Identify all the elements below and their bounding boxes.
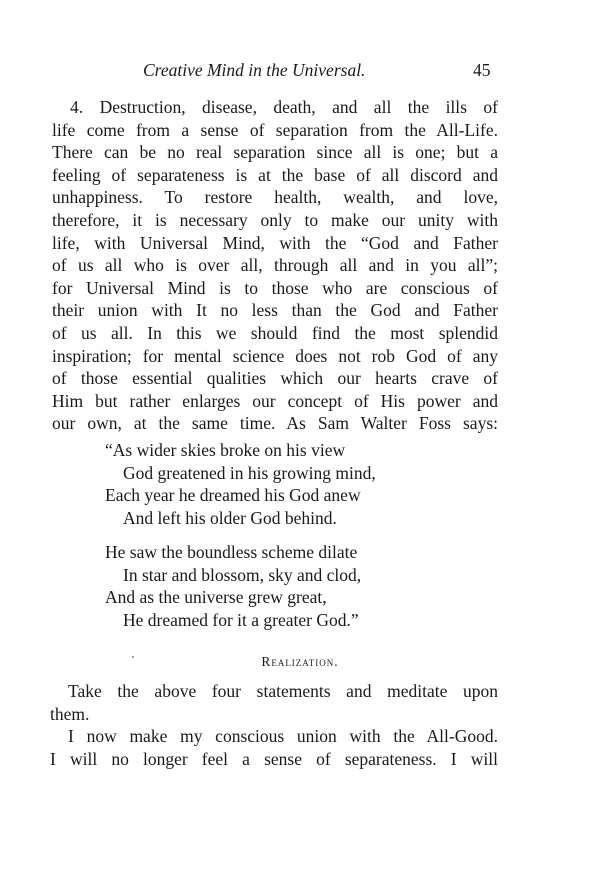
page-number: 45 <box>473 60 491 80</box>
paragraph-line: There can be no real separation since all is one; but a <box>52 142 498 163</box>
verse-line: “As wider skies broke on his view <box>105 440 346 460</box>
paragraph-line: them. <box>50 703 90 724</box>
verse-line: In star and blossom, sky and clod, <box>123 564 362 585</box>
paragraph-line: 4. Destruction, disease, death, and all the ills of <box>70 97 498 117</box>
section-heading: Realization. <box>261 654 339 669</box>
verse-line: And left his older God behind. <box>123 507 337 528</box>
paragraph-line: feeling of separateness is at the base of all discord and <box>52 164 498 185</box>
paragraph-line: life come from a sense of separation from the All-Life. <box>52 119 498 140</box>
paragraph-line: therefore, it is necessary only to make our unity with <box>52 209 498 230</box>
paragraph-line: I will no longer feel a sense of separateness. I will <box>50 748 498 769</box>
verse-stanza-2 <box>105 541 505 631</box>
paragraph-line: life, with Universal Mind, with the “God and Father <box>52 232 498 253</box>
verse-stanza-1 <box>105 439 505 529</box>
paragraph-line: their union with It no less than the God and Father <box>52 300 498 321</box>
paragraph-line: our own, at the same time. As Sam Walter Foss says: <box>52 413 498 434</box>
paragraph-line: unhappiness. To restore health, wealth, and love, <box>52 187 498 208</box>
paragraph-line: inspiration; for mental science does not rob God of any <box>52 345 498 366</box>
paragraph-2 <box>50 680 498 725</box>
verse-line: He dreamed for it a greater God.” <box>123 609 359 630</box>
running-title: Creative Mind in the Universal. <box>143 60 366 80</box>
verse-line: He saw the boundless scheme dilate <box>105 542 358 562</box>
paragraph-line: Him but rather enlarges our concept of His power and <box>52 390 498 411</box>
paragraph-line: of us all. In this we should find the most splendid <box>52 322 498 343</box>
verse-line: Each year he dreamed his God anew <box>105 485 361 506</box>
paragraph-line: of those essential qualities which our hearts crave of <box>52 368 498 389</box>
paragraph-3 <box>50 725 498 770</box>
paragraph-line: I now make my conscious union with the All-Good. <box>68 726 498 746</box>
verse-line: And as the universe grew great, <box>105 587 327 608</box>
verse-line: God greatened in his growing mind, <box>123 462 376 483</box>
paragraph-line: Take the above four statements and meditate upon <box>68 681 498 701</box>
paragraph-line: for Universal Mind is to those who are conscious of <box>52 277 498 298</box>
paragraph-1 <box>52 96 498 435</box>
paragraph-line: of us all who is over all, through all and in you all”; <box>52 255 498 276</box>
running-head <box>0 58 600 82</box>
